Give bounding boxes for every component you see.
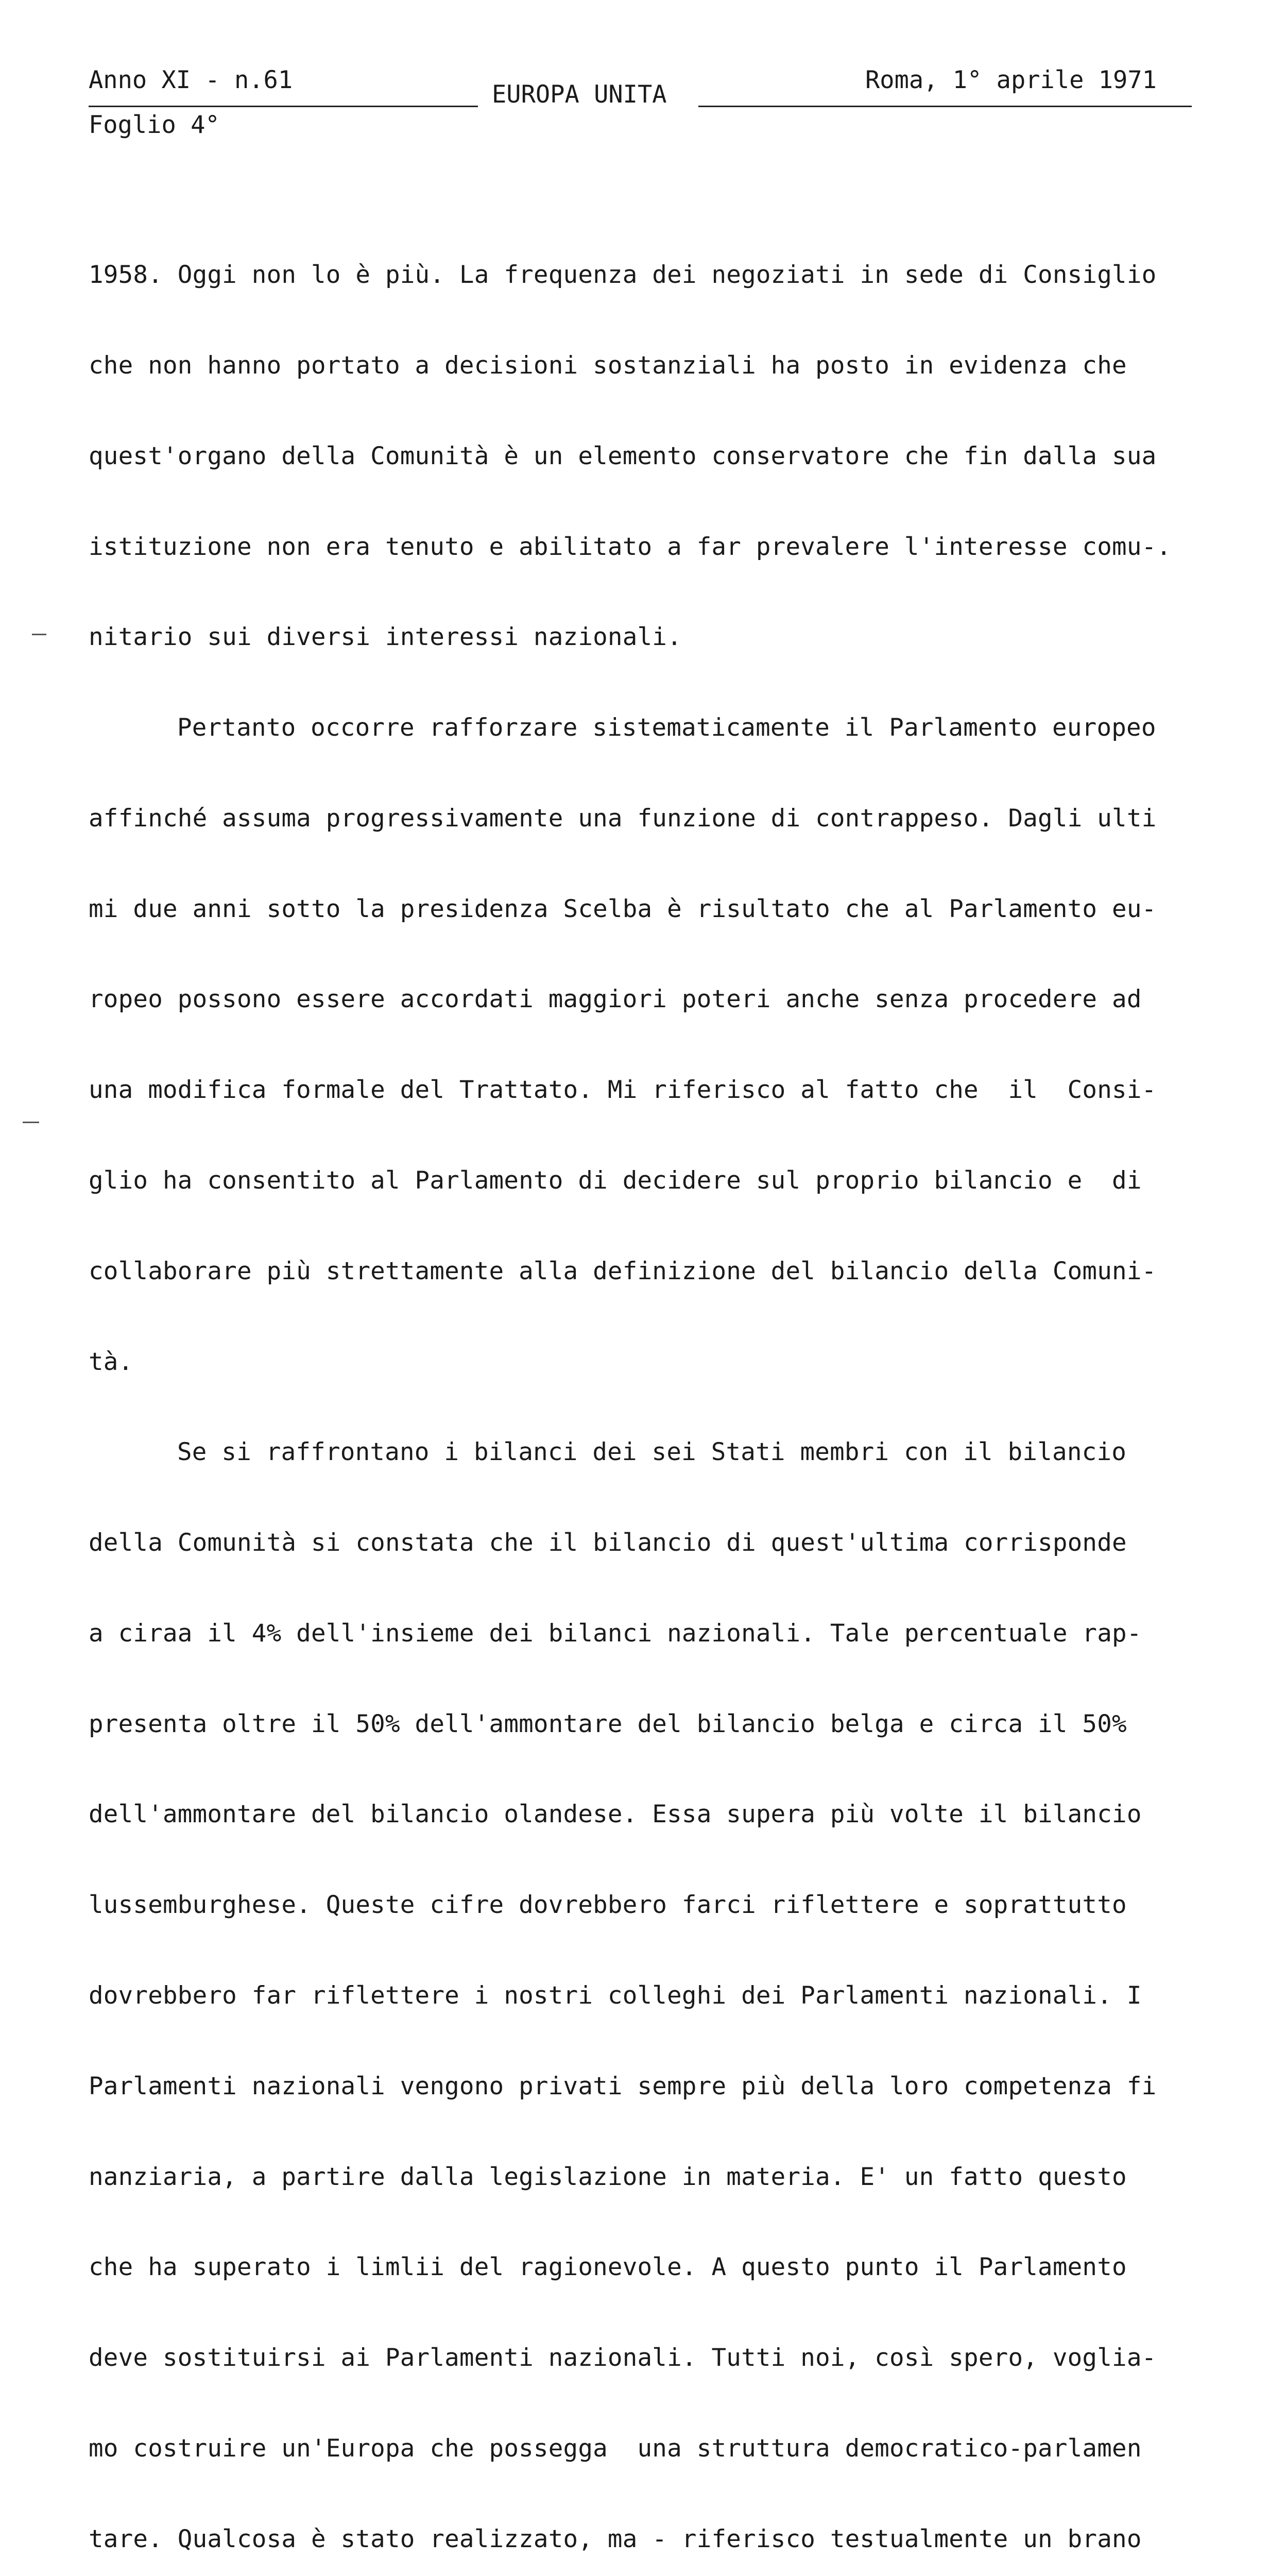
text-line: affinché assuma progressivamente una funzione di contrappeso. Dagli ulti [89, 804, 1157, 833]
text-line: che non hanno portato a decisioni sostanziali ha posto in evidenza che [89, 351, 1127, 380]
text-line: presenta oltre il 50% dell'ammontare del bilancio belga e circa il 50% [89, 1709, 1127, 1738]
text-line: della Comunità si constata che il bilancio di quest'ultima corrisponde [89, 1529, 1127, 1557]
margin-mark [23, 1122, 39, 1123]
text-line: dell'ammontare del bilancio olandese. Essa supera più volte il bilancio [89, 1800, 1142, 1829]
newsletter-title: EUROPA UNITA [492, 80, 667, 109]
text-line: che ha superato i limlii del ragionevole. A questo punto il Parlamento [89, 2253, 1127, 2282]
sheet-number: Foglio 4° [89, 111, 220, 139]
text-line: glio ha consentito al Parlamento di decidere sul proprio bilancio e di [89, 1166, 1142, 1195]
issue-date: Roma, 1° aprile 1971 [865, 66, 1157, 94]
text-line: istituzione non era tenuto e abilitato a far prevalere l'interesse comu-. [89, 532, 1172, 561]
text-line: Parlamenti nazionali vengono privati sempre più della loro competenza fi [89, 2072, 1157, 2100]
paragraph-start-line: Pertanto occorre rafforzare sistematicamente il Parlamento europeo [177, 714, 1156, 742]
header-rule-right [698, 106, 1192, 107]
text-line: mi due anni sotto la presidenza Scelba è risultato che al Parlamento eu- [89, 894, 1157, 923]
text-line: tare. Qualcosa è stato realizzato, ma - riferisco testualmente un brano [89, 2524, 1142, 2553]
body-text [89, 200, 1222, 2576]
text-line: 1958. Oggi non lo è più. La frequenza dei negoziati in sede di Consiglio [89, 261, 1157, 290]
text-line: collaborare più strettamente alla definizione del bilancio della Comuni- [89, 1257, 1157, 1285]
text-line: lussemburghese. Queste cifre dovrebbero farci riflettere e soprattutto [89, 1891, 1127, 1920]
text-line: ropeo possono essere accordati maggiori poteri anche senza procedere ad [89, 985, 1142, 1014]
header-rule-left [89, 106, 478, 107]
text-line: quest'organo della Comunità è un elemento conservatore che fin dalla sua [89, 442, 1157, 470]
text-line: deve sostituirsi ai Parlamenti nazionali. Tutti noi, così spero, voglia- [89, 2344, 1157, 2372]
paragraph-start-line: Se si raffrontano i bilanci dei sei Stati membri con il bilancio [177, 1438, 1127, 1467]
margin-mark [32, 634, 46, 635]
text-line: mo costruire un'Europa che possegga una struttura democratico-parlamen [89, 2434, 1142, 2463]
text-line: a ciraa il 4% dell'insieme dei bilanci nazionali. Tale percentuale rap- [89, 1619, 1142, 1648]
text-line: nitario sui diversi interessi nazionali. [89, 623, 682, 652]
issue-number: Anno XI - n.61 [89, 66, 293, 94]
text-line: una modifica formale del Trattato. Mi riferisco al fatto che il Consi- [89, 1076, 1157, 1105]
text-line: nanziaria, a partire dalla legislazione in materia. E' un fatto questo [89, 2162, 1127, 2191]
text-line: tà. [89, 1347, 133, 1376]
text-line: dovrebbero far riflettere i nostri colleghi dei Parlamenti nazionali. I [89, 1981, 1142, 2010]
